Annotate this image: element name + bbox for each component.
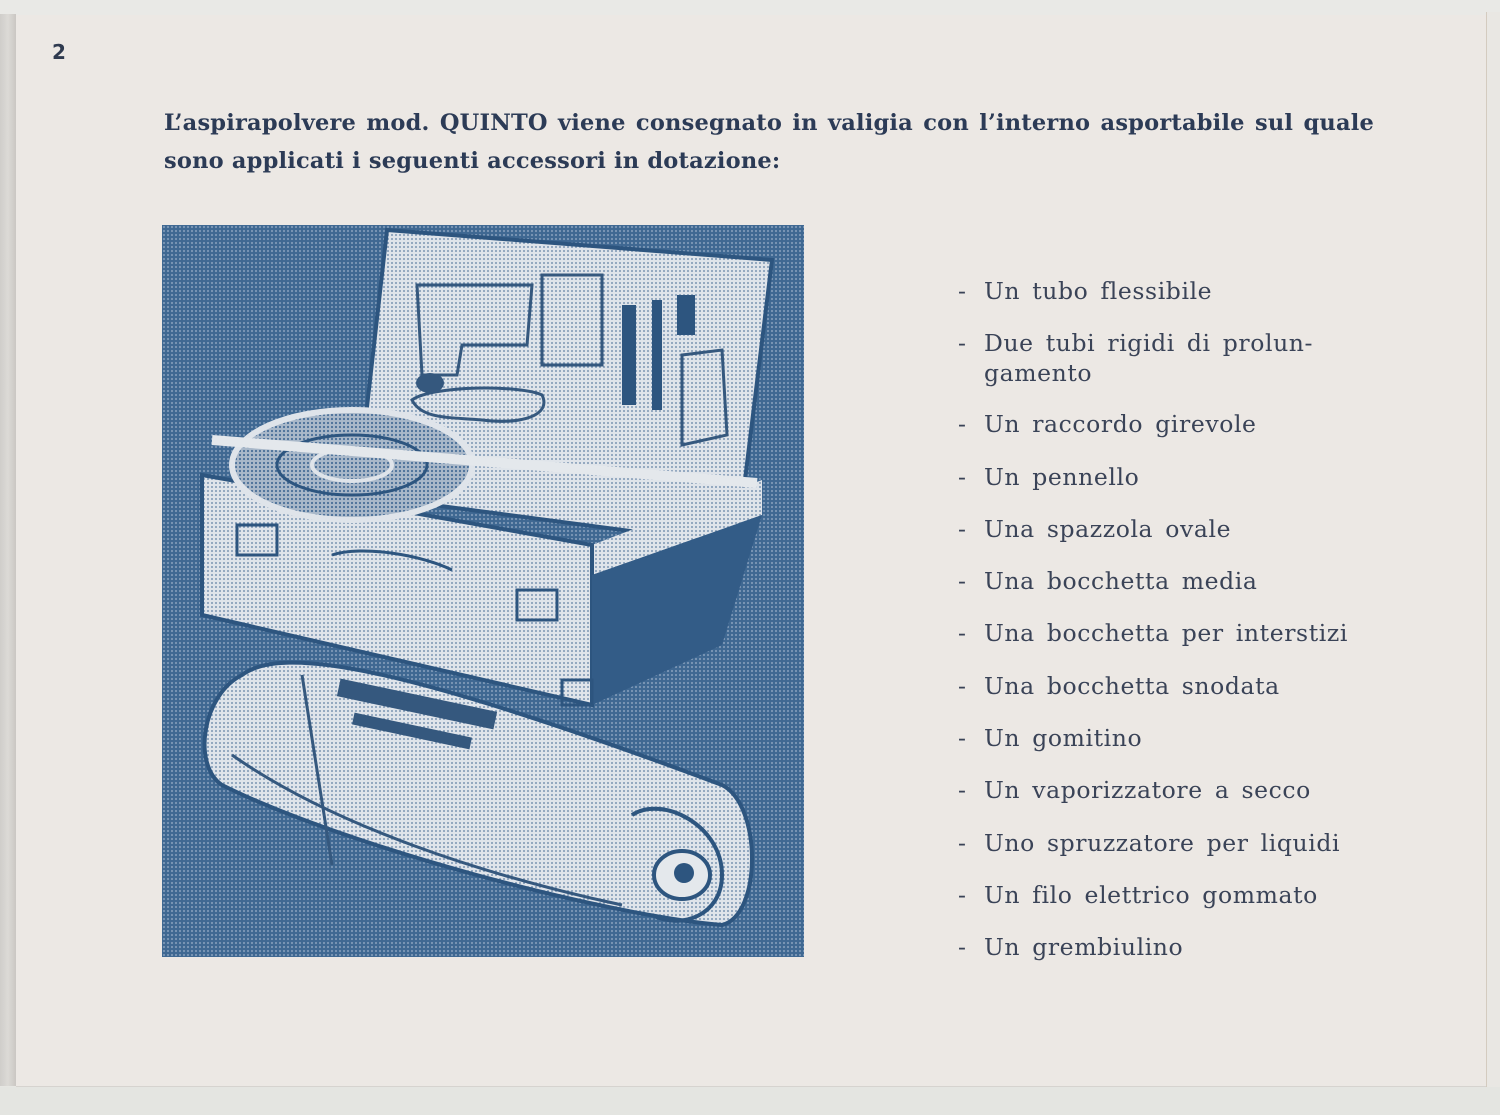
accessory-item — [958, 566, 1378, 596]
intro-paragraph: L’aspirapolvere mod. QUINTO viene consegnato in valigia con l’interno asportabile sul quale sono applicati i seguenti accessori in dotazione: — [164, 110, 1374, 174]
accessory-label: Un tubo flessibile — [984, 277, 1213, 305]
accessory-label: Un gomitino — [984, 724, 1143, 753]
accessory-label: Un pennello — [984, 462, 1140, 491]
accessory-item — [958, 932, 1378, 962]
list-dash: - — [958, 724, 967, 753]
accessory-label: Due tubi rigidi di prolun- gamento — [984, 329, 1314, 388]
illustration-drawing — [162, 225, 804, 957]
accessory-label: Un filo elettrico gommato — [984, 880, 1318, 909]
accessory-label: Una spazzola ovale — [984, 514, 1232, 543]
accessory-item — [958, 514, 1378, 544]
accessory-item — [958, 276, 1378, 306]
flexible-hose — [232, 410, 472, 520]
accessory-item — [958, 328, 1378, 388]
vacuum-cleaner-case-illustration — [162, 225, 804, 957]
list-dash: - — [958, 828, 967, 857]
list-dash: - — [958, 671, 967, 700]
accessory-item — [958, 828, 1378, 858]
list-dash: - — [958, 329, 967, 358]
accessory-item — [958, 409, 1378, 439]
accessory-item — [958, 462, 1378, 492]
accessory-item — [958, 723, 1378, 753]
binding-spine-shadow — [0, 14, 16, 1086]
list-dash: - — [958, 277, 967, 305]
list-dash: - — [958, 619, 967, 648]
scan-background-top — [0, 0, 1500, 16]
list-dash: - — [958, 776, 967, 805]
accessory-item — [958, 671, 1378, 701]
list-dash: - — [958, 880, 967, 909]
accessory-label: Un vaporizzatore a secco — [984, 776, 1311, 805]
list-dash: - — [958, 462, 967, 491]
accessory-label: Una bocchetta media — [984, 567, 1258, 596]
accessory-item — [958, 880, 1378, 910]
next-page-edge — [1486, 12, 1500, 1087]
scan-background-bottom — [0, 1087, 1500, 1115]
accessory-item — [958, 618, 1378, 648]
page-number: 2 — [52, 40, 66, 64]
accessory-label: Uno spruzzatore per liquidi — [984, 828, 1341, 857]
accessory-label: Un raccordo girevole — [984, 410, 1257, 439]
accessory-label: Un grembiulino — [984, 933, 1184, 962]
accessory-label: Una bocchetta snodata — [984, 671, 1280, 700]
list-dash: - — [958, 567, 967, 596]
accessory-label: Una bocchetta per interstizi — [984, 619, 1348, 648]
accessory-item — [958, 775, 1378, 805]
list-dash: - — [958, 933, 967, 962]
list-dash: - — [958, 514, 967, 543]
accessory-list — [958, 276, 1378, 985]
list-dash: - — [958, 410, 967, 439]
